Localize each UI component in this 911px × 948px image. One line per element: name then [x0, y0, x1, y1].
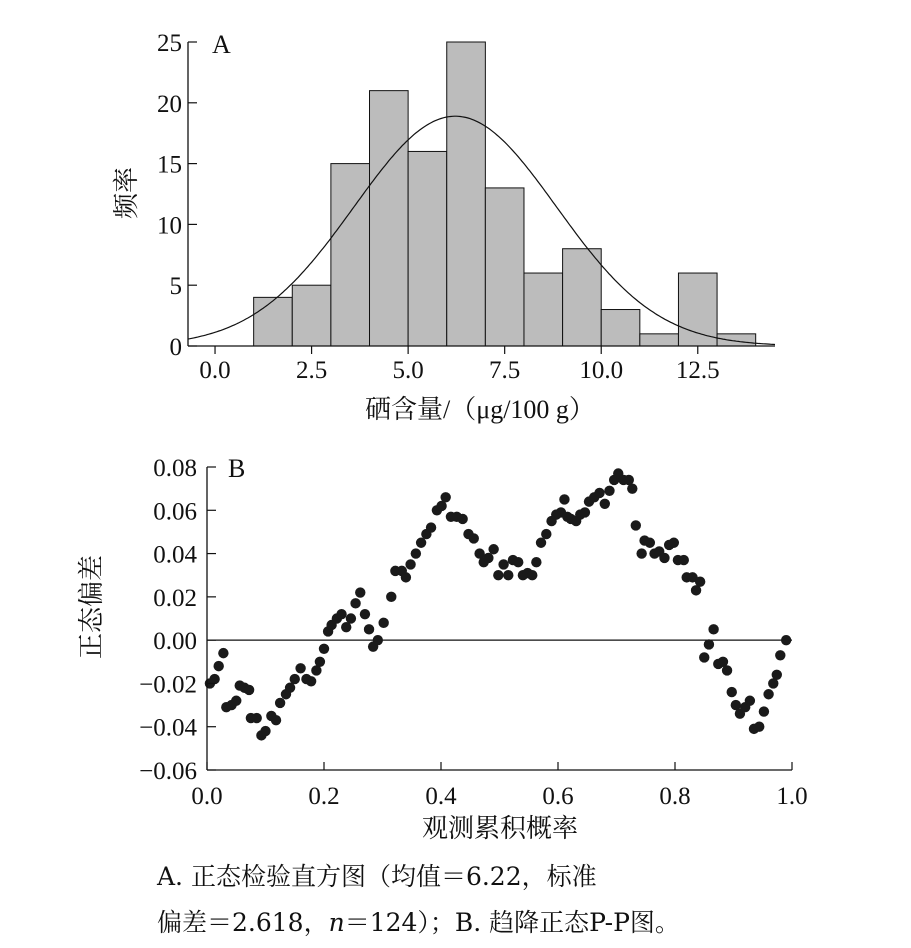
pp-plot-point — [745, 696, 755, 706]
pp-plot-point — [727, 687, 737, 697]
pp-plot-point — [594, 488, 604, 498]
histogram-bar — [447, 42, 486, 346]
pp-plot-point — [373, 635, 383, 645]
histogram-bar — [370, 91, 409, 346]
histogram-y-tick-label: 0 — [169, 334, 182, 361]
pp-plot-x-tick-label: 0.2 — [308, 783, 340, 810]
histogram-bar — [485, 188, 524, 346]
pp-plot-point — [488, 544, 498, 554]
histogram-bar — [601, 310, 640, 346]
pp-plot-x-tick-label: 0.4 — [425, 783, 457, 810]
pp-plot-point — [772, 670, 782, 680]
pp-plot-y-tick-label: 0.08 — [153, 455, 197, 482]
pp-plot-point — [401, 572, 411, 582]
pp-plot-x-axis-label: 观测累积概率 — [421, 814, 579, 843]
histogram-y-tick-label: 10 — [157, 212, 182, 240]
histogram-panel — [112, 30, 775, 424]
pp-plot-point — [559, 494, 569, 504]
pp-plot-point — [600, 499, 610, 509]
pp-plot-y-tick-label: 0.04 — [153, 541, 197, 569]
pp-plot-point — [699, 652, 709, 662]
pp-plot-point — [704, 639, 714, 649]
pp-plot-point — [411, 548, 421, 558]
histogram-bar — [640, 334, 679, 346]
pp-plot-point — [708, 624, 718, 634]
pp-plot-point — [636, 548, 646, 558]
pp-plot-point — [386, 592, 396, 602]
pp-plot-point — [775, 650, 785, 660]
caption-line-2-end: ＝124）；B. 趋降正态P-P图。 — [344, 908, 680, 937]
histogram-bar — [408, 151, 447, 346]
pp-plot-point — [469, 533, 479, 543]
pp-plot-point — [541, 529, 551, 539]
pp-plot-y-tick-label: 0.06 — [153, 498, 197, 526]
histogram-y-tick-label: 25 — [157, 30, 182, 57]
pp-plot-point — [503, 570, 513, 580]
histogram-bar — [331, 164, 370, 346]
pp-plot-point — [378, 618, 388, 628]
pp-plot-point — [627, 483, 637, 493]
pp-plot-point — [290, 674, 300, 684]
pp-plot-point — [513, 557, 523, 567]
histogram-bar — [254, 297, 293, 346]
pp-plot-point — [231, 696, 241, 706]
pp-plot-y-tick-label: −0.02 — [139, 671, 197, 699]
pp-plot-y-tick-label: 0.02 — [153, 584, 197, 612]
histogram-bars — [254, 42, 756, 346]
pp-plot-y-axis-label: 正态偏差 — [77, 554, 106, 660]
pp-plot-point — [759, 706, 769, 716]
pp-plot-point — [781, 635, 791, 645]
pp-plot-point — [360, 609, 370, 619]
pp-plot-point — [350, 598, 360, 608]
pp-plot-point — [763, 689, 773, 699]
pp-plot-point — [531, 557, 541, 567]
pp-plot-point — [315, 657, 325, 667]
pp-plot-point — [306, 676, 316, 686]
pp-plot-point — [209, 674, 219, 684]
pp-plot-point — [457, 514, 467, 524]
pp-plot-points — [205, 468, 792, 740]
pp-plot-point — [426, 522, 436, 532]
pp-plot-point — [645, 538, 655, 548]
pp-plot-point — [346, 613, 356, 623]
pp-plot-point — [364, 624, 374, 634]
histogram-bar — [563, 249, 602, 346]
pp-plot-x-tick-label: 0.8 — [659, 783, 691, 810]
pp-plot-point — [722, 665, 732, 675]
pp-plot-point — [295, 663, 305, 673]
pp-plot-point — [754, 722, 764, 732]
panel-label-a: A — [212, 30, 231, 59]
pp-plot-point — [527, 570, 537, 580]
pp-plot-panel — [77, 454, 808, 843]
histogram-x-axis-label: 硒含量/（μg/100 g） — [365, 395, 595, 424]
pp-plot-point — [604, 486, 614, 496]
pp-plot-point — [440, 492, 450, 502]
pp-plot-point — [319, 644, 329, 654]
pp-plot-point — [659, 553, 669, 563]
pp-plot-point — [275, 698, 285, 708]
pp-plot-point — [405, 559, 415, 569]
histogram-y-tick-label: 15 — [157, 151, 182, 179]
pp-plot-point — [493, 570, 503, 580]
pp-plot-point — [214, 661, 224, 671]
histogram-bar — [678, 273, 717, 346]
histogram-x-tick-label: 5.0 — [392, 357, 424, 384]
histogram-x-tick-label: 2.5 — [295, 357, 328, 384]
pp-plot-point — [218, 648, 228, 658]
pp-plot-point — [252, 713, 262, 723]
pp-plot-point — [498, 559, 508, 569]
pp-plot-point — [416, 538, 426, 548]
pp-plot-y-tick-label: 0.00 — [153, 628, 197, 656]
pp-plot-point — [669, 538, 679, 548]
pp-plot-point — [631, 520, 641, 530]
histogram-x-tick-label: 7.5 — [489, 357, 521, 384]
histogram-x-tick-label: 12.5 — [675, 357, 720, 384]
caption-line-2-start: 偏差＝2.618， — [157, 908, 329, 937]
pp-plot-point — [336, 609, 346, 619]
pp-plot-point — [580, 507, 590, 517]
histogram-x-tick-label: 0.0 — [199, 357, 231, 384]
pp-plot-point — [483, 553, 493, 563]
pp-plot-point — [271, 715, 281, 725]
pp-plot-point — [679, 555, 689, 565]
histogram-bar — [717, 334, 756, 346]
caption-line-1: A. 正态检验直方图（均值＝6.22，标准 — [157, 862, 597, 891]
panel-label-b: B — [228, 454, 246, 483]
pp-plot-x-tick-label: 1.0 — [776, 783, 808, 810]
pp-plot-point — [695, 577, 705, 587]
pp-plot-x-tick-label: 0.0 — [191, 783, 223, 810]
pp-plot-point — [260, 726, 270, 736]
histogram-bar — [524, 273, 563, 346]
pp-plot-axes — [139, 455, 807, 810]
pp-plot-point — [536, 538, 546, 548]
pp-plot-y-tick-label: −0.06 — [139, 758, 197, 785]
pp-plot-point — [244, 685, 254, 695]
caption-n-symbol: n — [328, 908, 345, 937]
caption-line-2 — [157, 903, 911, 939]
histogram-y-tick-label: 20 — [157, 90, 182, 118]
pp-plot-y-tick-label: −0.04 — [139, 714, 197, 742]
histogram-x-tick-label: 10.0 — [579, 357, 624, 384]
histogram-bar — [292, 285, 331, 346]
histogram-y-tick-label: 5 — [169, 273, 182, 301]
pp-plot-point — [355, 587, 365, 597]
histogram-y-axis-label: 频率 — [112, 166, 141, 220]
pp-plot-x-tick-label: 0.6 — [542, 783, 574, 810]
